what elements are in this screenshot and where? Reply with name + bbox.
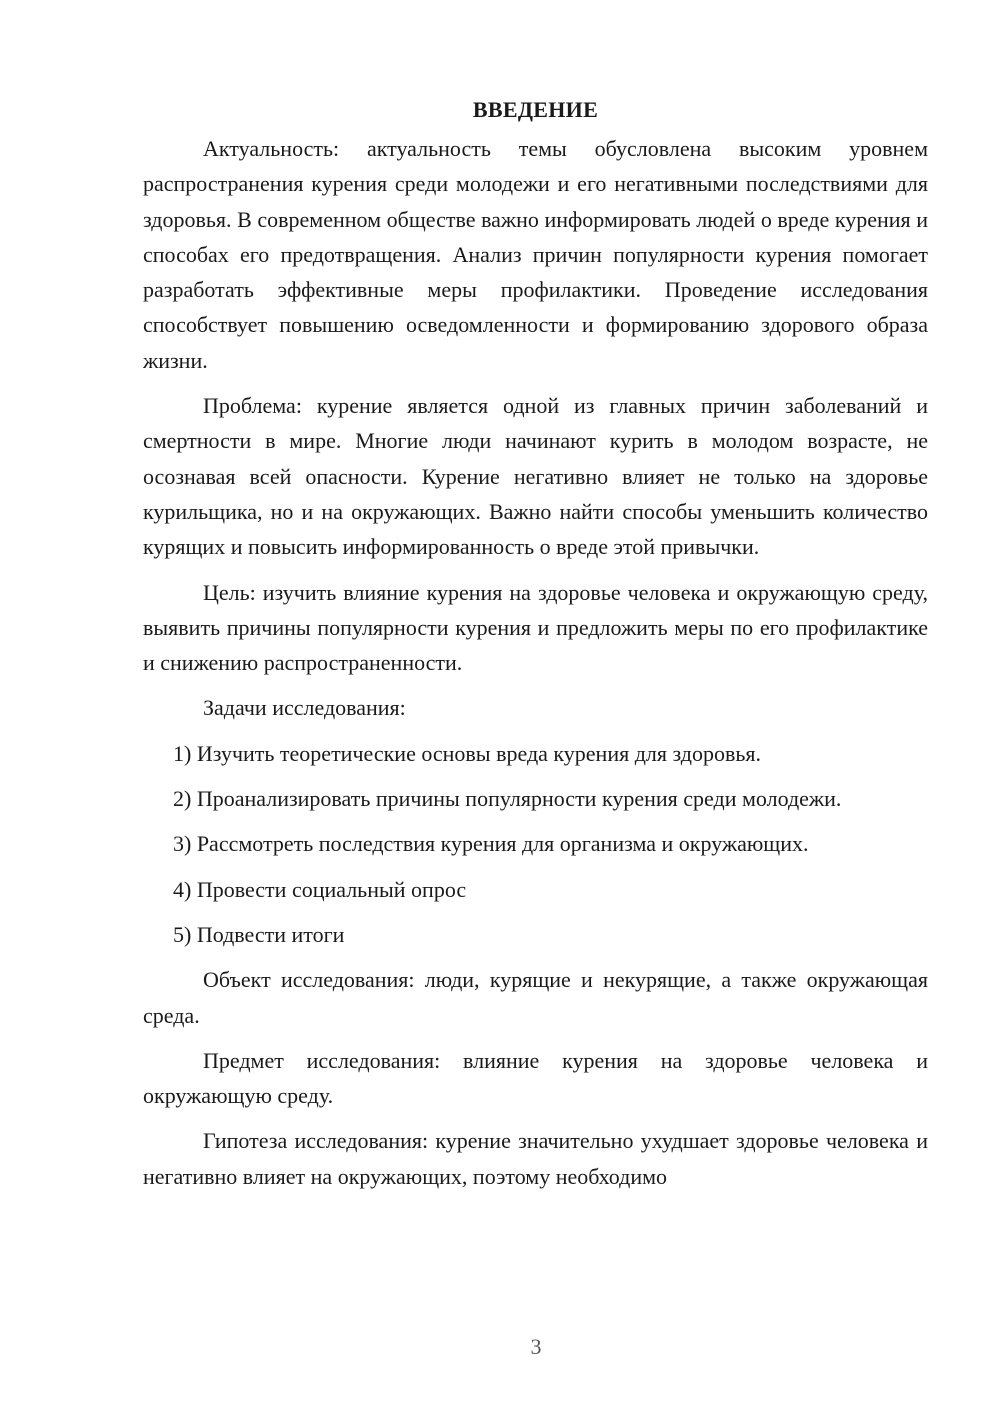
paragraph-goal: Цель: изучить влияние курения на здоровье человека и окружающую среду, выявить причины популярности курения и предложить меры по его профилактике и снижению распространенности. [143,579,928,676]
tasks-heading: Задачи исследования: [203,695,406,721]
task-item-2: 2) Проанализировать причины популярности курения среди молодежи. [173,786,842,812]
paragraph-hypothesis: Гипотеза исследования: курение значительно ухудшает здоровье человека и негативно влияет на окружающих, поэтому необходимо [143,1128,928,1189]
page-title: ВВЕДЕНИЕ [472,97,599,122]
paragraph-object: Объект исследования: люди, курящие и некурящие, а также окружающая среда. [143,967,928,1028]
task-item-5: 5) Подвести итоги [173,921,345,947]
task-item-4: 4) Провести социальный опрос [173,876,467,902]
paragraph-actuality: Актуальность: актуальность темы обусловлена высоким уровнем распространения курения среди молодежи и его негативными последствиями для здоровья. В современном обществе важно информировать людей о вреде курения и способах его предотвращения. Анализ причин популярности курения помогает разработать эффективные меры профилактики. Проведение исследования способствует повышению осведомленности и формированию здорового образа жизни. [143,136,928,373]
paragraph-problem: Проблема: курение является одной из главных причин заболеваний и смертности в мире. Многие люди начинают курить в молодом возрасте, не осознавая всей опасности. Курение негативно влияет не только на здоровье курильщика, но и на окружающих. Важно найти способы уменьшить количество курящих и повысить информированность о вреде этой привычки. [143,393,928,560]
document-page [143,92,928,1194]
paragraph-subject: Предмет исследования: влияние курения на здоровье человека и окружающую среду. [143,1047,928,1109]
page-number: 3 [530,1334,542,1359]
task-item-3: 3) Рассмотреть последствия курения для организма и окружающих. [173,831,809,857]
task-item-1: 1) Изучить теоретические основы вреда курения для здоровья. [173,740,762,766]
